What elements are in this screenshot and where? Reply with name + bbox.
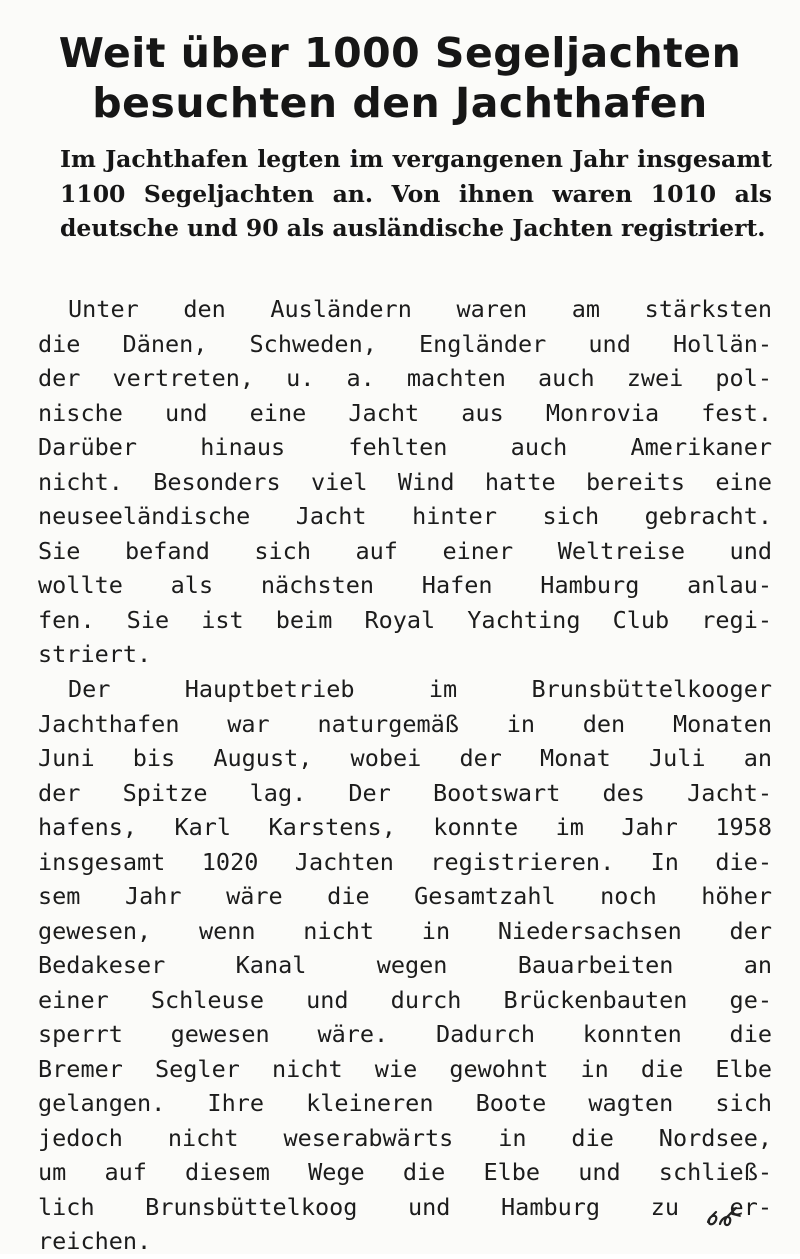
- text-line: insgesamt 1020 Jachten registrieren. In die-: [38, 847, 772, 876]
- article-paragraph-1: [38, 292, 772, 672]
- text-line: die Dänen, Schweden, Engländer und Hollän-: [38, 329, 772, 358]
- text-line: Bedakeser Kanal wegen Bauarbeiten an: [38, 951, 772, 979]
- text-line: einer Schleuse und durch Brückenbauten ge-: [38, 985, 772, 1014]
- text-line: um auf diesem Wege die Elbe und schließ-: [38, 1158, 772, 1186]
- text-line: Jachthafen war naturgemäß in den Monaten: [38, 709, 772, 738]
- text-line: hafens, Karl Karstens, konnte im Jahr 1958: [38, 813, 772, 841]
- article-paragraph-2: [38, 672, 772, 1259]
- text-line: nicht. Besonders viel Wind hatte bereits eine: [38, 467, 772, 496]
- text-line: sperrt gewesen wäre. Dadurch konnten die: [38, 1020, 772, 1048]
- text-line: gelangen. Ihre kleineren Boote wagten sich: [38, 1089, 772, 1117]
- headline-line-1: Weit über 1000 Segeljachten: [58, 29, 742, 77]
- article-lead: Im Jachthafen legten im vergangenen Jahr insgesamt 1100 Segeljachten an. Von ihnen waren 1010 als deutsche und 90 als ausländische Jachten registriert.: [60, 145, 772, 242]
- text-line: lich Brunsbüttelkoog und Hamburg zu er-: [38, 1192, 772, 1221]
- text-line: der vertreten, u. a. machten auch zwei pol-: [38, 364, 772, 392]
- text-line: wollte als nächsten Hafen Hamburg anlau-: [38, 571, 772, 599]
- text-line: Unter den Ausländern waren am stärksten: [68, 295, 772, 323]
- text-line: Darüber hinaus fehlten auch Amerikaner: [38, 433, 772, 461]
- text-line: neuseeländische Jacht hinter sich gebracht.: [38, 502, 772, 530]
- text-line: Der Hauptbetrieb im Brunsbüttelkooger: [68, 675, 772, 703]
- text-line: Bremer Segler nicht wie gewohnt in die Elbe: [38, 1054, 772, 1083]
- headline-line-2: besuchten den Jachthafen: [92, 79, 708, 127]
- text-line: jedoch nicht weserabwärts in die Nordsee,: [38, 1123, 772, 1152]
- text-line: reichen.: [38, 1227, 152, 1255]
- text-line: striert.: [38, 640, 152, 668]
- text-line: fen. Sie ist beim Royal Yachting Club regi-: [38, 605, 772, 634]
- article-headline: [20, 28, 780, 128]
- text-line: nische und eine Jacht aus Monrovia fest.: [38, 398, 772, 427]
- text-line: Sie befand sich auf einer Weltreise und: [38, 536, 772, 565]
- text-line: sem Jahr wäre die Gesamtzahl noch höher: [38, 882, 772, 910]
- text-line: der Spitze lag. Der Bootswart des Jacht-: [38, 778, 772, 807]
- text-line: gewesen, wenn nicht in Niedersachsen der: [38, 916, 772, 945]
- author-mark-icon: [702, 1204, 746, 1232]
- text-line: Juni bis August, wobei der Monat Juli an: [38, 744, 772, 772]
